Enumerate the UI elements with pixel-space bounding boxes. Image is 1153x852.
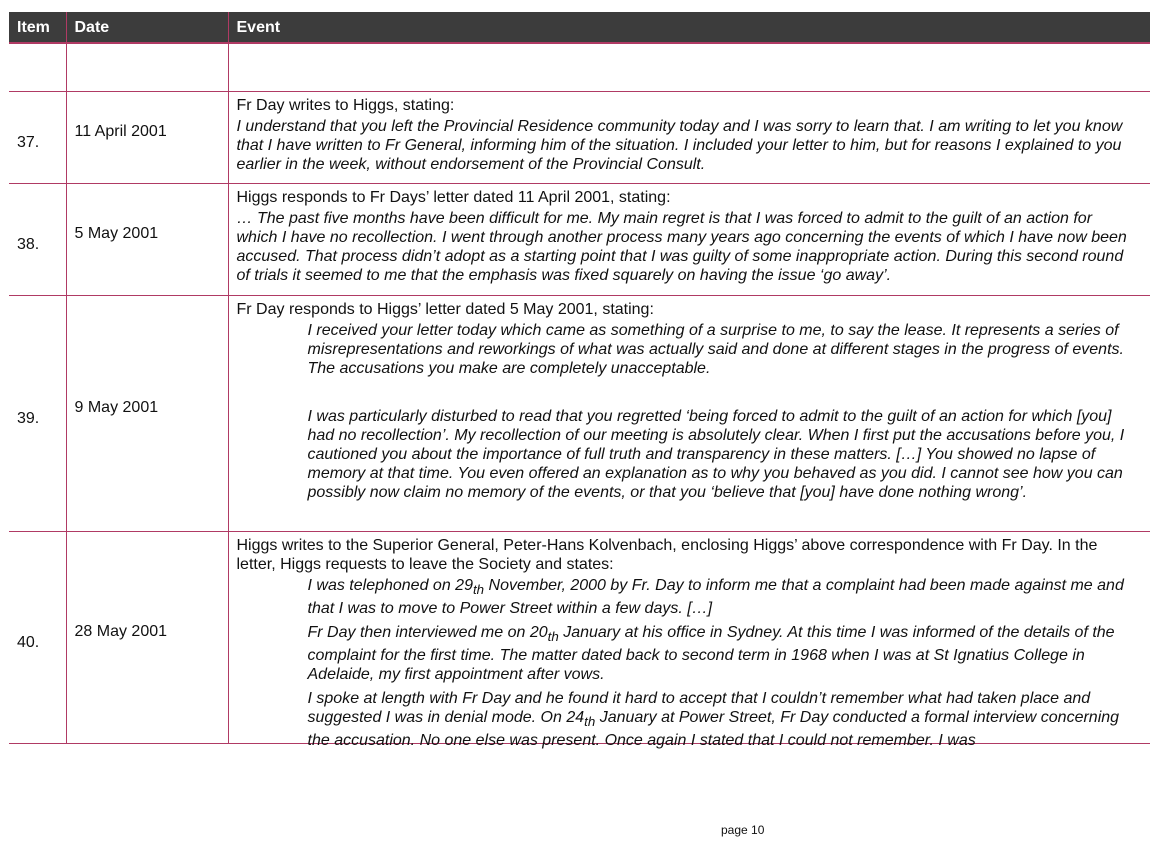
paragraph-gap (237, 378, 1137, 407)
empty-cell (9, 43, 66, 91)
event-intro: Fr Day responds to Higgs’ letter dated 5 May 2001, stating: (236, 300, 654, 318)
table-row (9, 295, 1150, 531)
table-row (9, 531, 1150, 743)
page-number: page 10 (721, 823, 765, 837)
header-event: Event (228, 12, 1150, 43)
empty-cell (228, 43, 1150, 91)
table-header-row (9, 12, 1150, 43)
table-row-empty (9, 43, 1150, 91)
event-quote: I understand that you left the Provincial Residence community today and I was sorry to learn that. I am writing to let you know that I have written to Fr General, informing him of the situation. I included your letter to him, but for reasons I explained to you earlier in the week, without endorsement of the Provincial Consult. (236, 117, 1123, 173)
ordinal-suffix: th (547, 628, 559, 644)
header-date: Date (66, 12, 228, 43)
item-number: 40. (9, 531, 66, 743)
event-date: 5 May 2001 (66, 183, 228, 295)
table-row (9, 183, 1150, 295)
ordinal-suffix: th (584, 714, 596, 730)
event-description (228, 295, 1150, 531)
event-intro: Fr Day writes to Higgs, stating: (236, 96, 455, 114)
event-date: 28 May 2001 (66, 531, 228, 743)
event-date: 11 April 2001 (66, 91, 228, 183)
ordinal-suffix: th (472, 581, 485, 597)
event-content (236, 536, 1137, 750)
item-number: 38. (9, 183, 66, 295)
event-description (228, 91, 1150, 183)
events-table (9, 12, 1150, 750)
header-item: Item (9, 12, 66, 43)
event-quote: I was telephoned on $29_{th}$ November, 2000 by Fr. Day to inform me that a complaint had been made against me and that I was to move to Power Street within a few days. […] (307, 576, 1124, 617)
event-quote: I received your letter today which came as something of a surprise to me, to say the lease. It represents a series of misrepresentations and reworkings of what was actually said and done at different stages in the progress of events. The accusations you make are completely unacceptable. (307, 321, 1124, 377)
table-row (9, 91, 1150, 183)
event-description (228, 183, 1150, 295)
event-intro: Higgs writes to the Superior General, Peter-Hans Kolvenbach, enclosing Higgs’ above correspondence with Fr Day. In the letter, Higgs requests to leave the Society and states: (236, 536, 1098, 573)
event-date: 9 May 2001 (66, 295, 228, 531)
item-number: 39. (9, 295, 66, 531)
event-quote: … The past five months have been difficult for me. My main regret is that I was forced to admit to the guilt of an action for which I have no recollection. I went through another process many years ago concerning the events of which I have now been accused. That process didn’t adopt as a starting point that I was guilty of some inappropriate action. During this second round of trials it seemed to me that the emphasis was fixed squarely on having the issue ‘go away’. (236, 209, 1127, 284)
event-description (228, 531, 1150, 750)
empty-cell (66, 43, 228, 91)
event-quote: I spoke at length with Fr Day and he found it hard to accept that I couldn’t remember what had taken place and suggested I was in denial mode. On $24_{th}$ January at Power Street, Fr Day conducted a formal interview concerning the accusation. No one else was present. Once again I stated that I could not remember. I was (307, 689, 1120, 750)
event-quote: I was particularly disturbed to read that you regretted ‘being forced to admit to the guilt of an action for which [you] had no recollection’. My recollection of our meeting is absolutely clear. When I first put the accusations before you, I cautioned you about the importance of full truth and transparency in these matters. […] You showed no lapse of memory at that time. You even offered an explanation as to why you behaved as you did. I cannot see how you can possibly now claim no memory of the events, or that you ‘believe that [you] have done nothing wrong’. (307, 407, 1125, 501)
item-number: 37. (9, 91, 66, 183)
event-quote: Fr Day then interviewed me on $20_{th}$ January at his office in Sydney. At this time I was informed of the details of the complaint for the first time. The matter dated back to second term in 1968 when I was at St Ignatius College in Adelaide, my first appointment after vows. (307, 623, 1115, 683)
event-intro: Higgs responds to Fr Days’ letter dated 11 April 2001, stating: (236, 188, 671, 206)
